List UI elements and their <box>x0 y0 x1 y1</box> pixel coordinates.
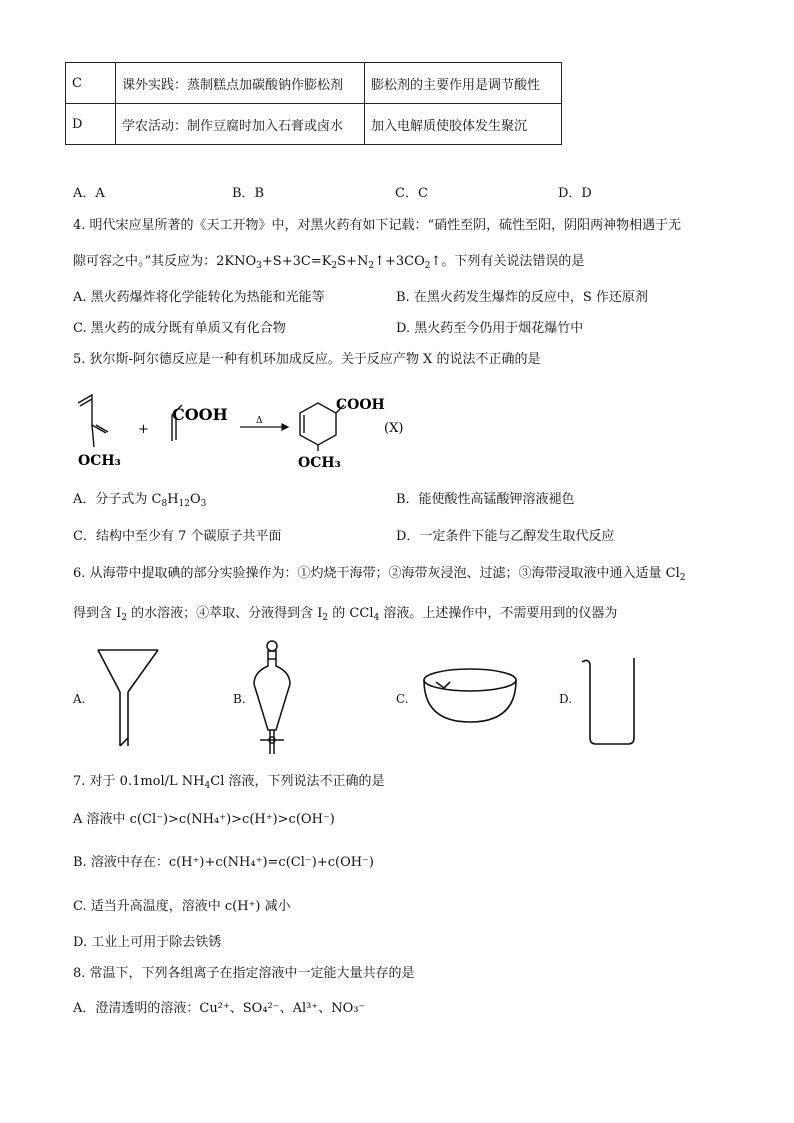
q7-option-c: C. 适当升高温度，溶液中 c(H⁺) 减小 <box>73 899 291 914</box>
product-cooh-label: COOH <box>336 397 385 413</box>
table-cell-letter: D <box>66 104 116 145</box>
table-cell-activity: 课外实践：蒸制糕点加碳酸钠作膨松剂 <box>116 63 365 104</box>
q3-option-b: B．B <box>232 186 265 201</box>
options-table <box>65 62 562 145</box>
table-cell-activity: 学农活动：制作豆腐时加入石膏或卤水 <box>116 104 365 145</box>
q3-option-a: A．A <box>73 186 105 201</box>
acrylic-acid-cooh-label: COOH <box>172 405 228 424</box>
product-x-label: (X) <box>384 421 404 436</box>
q4-option-d: D. 黑火药至今仍用于烟花爆竹中 <box>396 321 584 336</box>
table-cell-letter: C <box>66 63 116 104</box>
evaporating-dish-icon <box>420 662 520 726</box>
q5-option-a: A．分子式为 $C_8H_{12}O_3$ <box>73 492 207 509</box>
q4-stem-line1: 4. 明代宋应星所著的《天工开物》中，对黑火药有如下记载：“硝性至阴，硫性至阳，阴阳两神物相遇于无 <box>73 218 682 233</box>
reaction-arrow <box>240 424 288 430</box>
q8-stem: 8. 常温下，下列各组离子在指定溶液中一定能大量共存的是 <box>73 966 415 981</box>
q6-stem-line2: 得到含 $I_2$ 的水溶液；④萃取、分液得到含 $I_2$ 的 CCl$_4$ 溶液。上述操作中，不需要用到的仪器为 <box>73 606 618 623</box>
q4-stem-line2 <box>73 254 584 270</box>
funnel-icon <box>94 646 164 750</box>
q8-option-a: A．澄清透明的溶液：Cu²⁺、SO₄²⁻、Al³⁺、NO₃⁻ <box>73 1001 366 1016</box>
q4-equation: $2KNO_3+S+3C=K_2S+N_2↑+3CO_2↑$ <box>216 254 442 271</box>
q4-option-a: A. 黑火药爆炸将化学能转化为热能和光能等 <box>73 290 325 305</box>
q7-option-a: A 溶液中 c(Cl⁻)>c(NH₄⁺)>c(H⁺)>c(OH⁻) <box>73 812 335 827</box>
diels-alder-reaction-scheme <box>60 385 420 475</box>
plus-sign: + <box>138 422 149 437</box>
beaker-icon <box>580 654 642 748</box>
diene-structure <box>78 395 108 447</box>
q6-label-d: D. <box>559 692 573 706</box>
q6-stem-line1: 6. 从海带中提取碘的部分实验操作为：①灼烧干海带；②海带灰浸泡、过滤；③海带浸取液中通入适量 $Cl_2$ <box>73 566 686 583</box>
heat-symbol: Δ <box>256 416 263 426</box>
table-row <box>66 63 562 104</box>
q7-option-d: D. 工业上可用于除去铁锈 <box>73 935 222 950</box>
q5-option-c: C．结构中至少有 7 个碳原子共平面 <box>73 529 282 544</box>
q5-stem: 5. 狄尔斯-阿尔德反应是一种有机环加成反应。关于反应产物 X 的说法不正确的是 <box>73 352 541 367</box>
product-och3-label: OCH₃ <box>298 455 341 471</box>
q7-stem: 7. 对于 0.1mol/L $NH_4Cl$ 溶液，下列说法不正确的是 <box>73 774 385 791</box>
q3-option-d: D．D <box>558 186 592 201</box>
table-cell-explanation: 膨松剂的主要作用是调节酸性 <box>365 63 562 104</box>
q4-stem-text: 。下列有关说法错误的是 <box>441 254 585 269</box>
table-row <box>66 104 562 145</box>
diene-och3-label: OCH₃ <box>78 453 121 469</box>
q6-label-a: A. <box>73 692 86 706</box>
q3-option-c: C．C <box>395 186 428 201</box>
q4-option-b: B. 在黑火药发生爆炸的反应中，S 作还原剂 <box>396 290 648 305</box>
table-cell-explanation: 加入电解质使胶体发生聚沉 <box>365 104 562 145</box>
q6-label-b: B. <box>233 692 246 706</box>
q5-option-b: B．能使酸性高锰酸钾溶液褪色 <box>396 492 575 507</box>
q4-option-c: C. 黑火药的成分既有单质又有化合物 <box>73 321 286 336</box>
separatory-funnel-icon <box>252 638 292 758</box>
q5-option-d: D．一定条件下能与乙醇发生取代反应 <box>396 529 615 544</box>
q4-stem-text: 隙可容之中。”其反应为： <box>73 254 217 269</box>
q7-option-b: B. 溶液中存在：c(H⁺)+c(NH₄⁺)=c(Cl⁻)+c(OH⁻) <box>73 855 374 870</box>
q6-label-c: C. <box>396 692 409 706</box>
